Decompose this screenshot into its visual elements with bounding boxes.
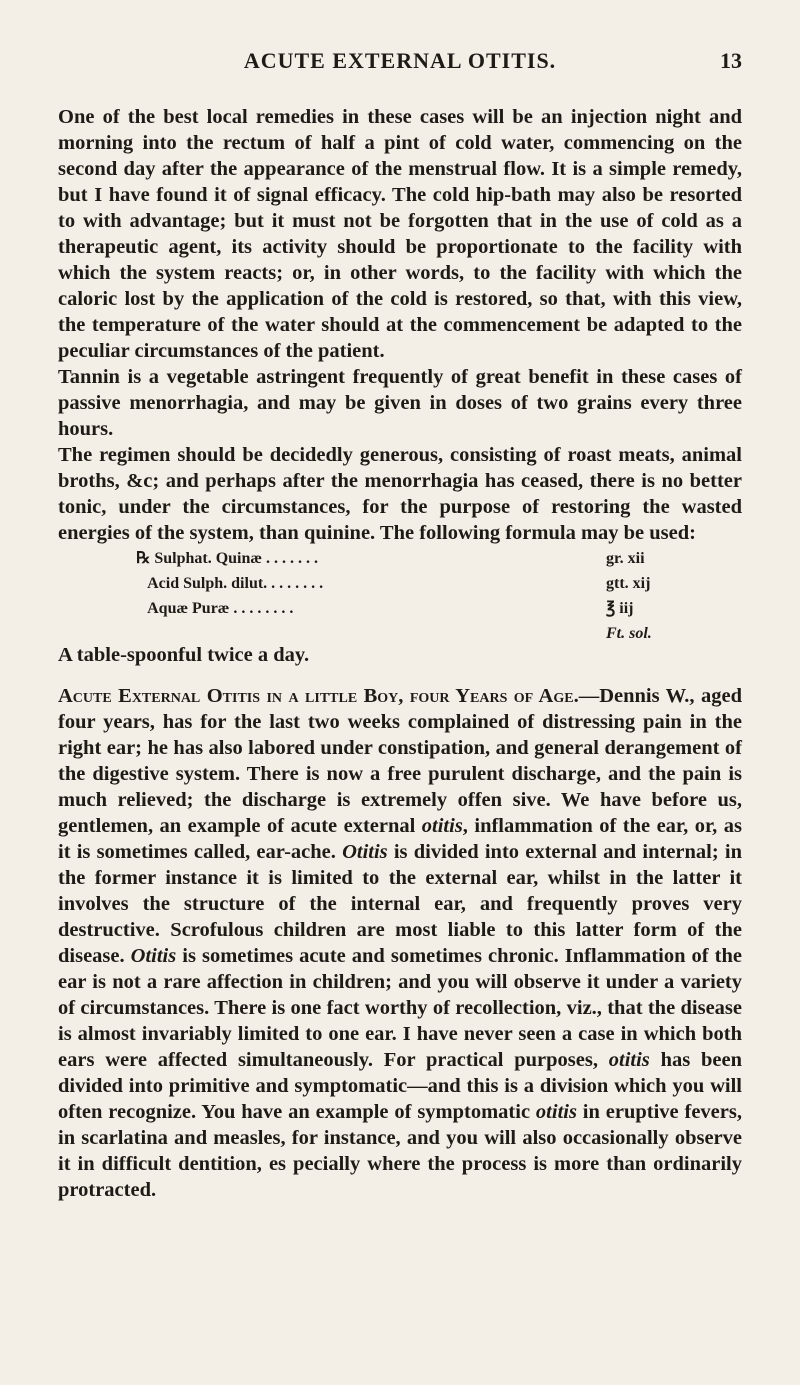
case-text: —Dennis W., aged four years, has for the last two weeks complained of distressing pain in the right ear; he has also labored under constipation, and general derangement of the digestive system. There is now a free purulent discharge, and the pain is much relieved; the discharge is extremely offen sive. We have before us, gentlemen, an example of acute external [58, 685, 742, 837]
paragraph-regimen: The regimen should be decidedly generous, consisting of roast meats, animal broths, &c; and perhaps after the menorrhagia has ceased, there is no better tonic, under the circumstances, for the purpose of restoring the wasted energies of the system, than quinine. The following formula may be used: [58, 444, 742, 544]
case-text: , inflammation of the ear, or, as it is sometimes called, ear-ache. [58, 815, 742, 863]
running-head [0, 48, 800, 78]
case-heading: Acute External Otitis in a little Boy, four Years of Age. [58, 685, 579, 707]
term-otitis: Otitis [342, 841, 388, 863]
case-text: in eruptive fevers, in scarlatina and measles, for instance, and you will also occasionally observe it in difficult dentition, es pecially where the process is more than ordinarily protracted. [58, 1101, 742, 1201]
paragraph-cold-remedies: One of the best local remedies in these cases will be an injection night and morning into the rectum of half a pint of cold water, commencing on the second day after the appearance of the menstrual flow. It is a simple remedy, but I have found it of signal efficacy. The cold hip-bath may also be resorted to with advantage; but it must not be forgotten that in the use of cold as a therapeutic agent, its activity should be proportionate to the facility with which the system reacts; or, in other words, to the facility with which the caloric lost by the application of the cold is restored, so that, with this view, the temperature of the water should at the commencement be adapted to the peculiar circumstances of the patient. [58, 106, 742, 362]
prescription-row [136, 546, 736, 571]
prescription-fit: Ft. sol. [606, 625, 652, 642]
term-otitis: otitis [421, 815, 463, 837]
prescription-row [136, 596, 736, 621]
ingredient-name: Aquæ Puræ . . . . . . . . [136, 600, 294, 617]
term-otitis: Otitis [130, 945, 177, 967]
section-gap [58, 668, 742, 683]
page-title: ACUTE EXTERNAL OTITIS. [243, 48, 557, 73]
ingredient-quantity: gr. xii [606, 550, 645, 567]
term-otitis: otitis [608, 1049, 650, 1071]
page-number: 13 [720, 48, 742, 73]
case-text: is sometimes acute and sometimes chronic. Inflammation of the ear is not a rare affection in children; and you will observe it under a variety of circumstances. There is one fact worthy of recollection, viz., that the disease is almost invariably limited to one ear. I have never seen a case in which both ears were affected simultaneously. For practical purposes, [58, 945, 742, 1071]
paragraph-tannin: Tannin is a vegetable astringent frequently of great benefit in these cases of passive menorrhagia, and may be given in doses of two grains every three hours. [58, 366, 742, 440]
case-text: is divided into external and internal; in the former instance it is limited to the external ear, whilst in the latter it involves the structure of the internal ear, and frequently proves very destructive. Scrofulous children are most liable to this latter form of the disease. [58, 841, 742, 967]
paragraph-case-otitis [58, 683, 742, 1203]
ingredient-quantity: ℥ iij [606, 600, 634, 617]
ingredient-quantity: gtt. xij [606, 575, 651, 592]
prescription-direction: A table-spoonful twice a day. [58, 644, 310, 666]
term-otitis: otitis [535, 1101, 577, 1123]
ingredient-name: Acid Sulph. dilut. . . . . . . . [136, 575, 324, 592]
prescription-row [136, 571, 736, 596]
prescription-formula [58, 546, 742, 646]
case-text: has been divided into primitive and symptomatic—and this is a division which you will often recognize. You have an example of symptomatic [58, 1049, 742, 1123]
body-text [58, 104, 742, 1203]
ingredient-name: ℞ Sulphat. Quinæ . . . . . . . [136, 550, 318, 567]
